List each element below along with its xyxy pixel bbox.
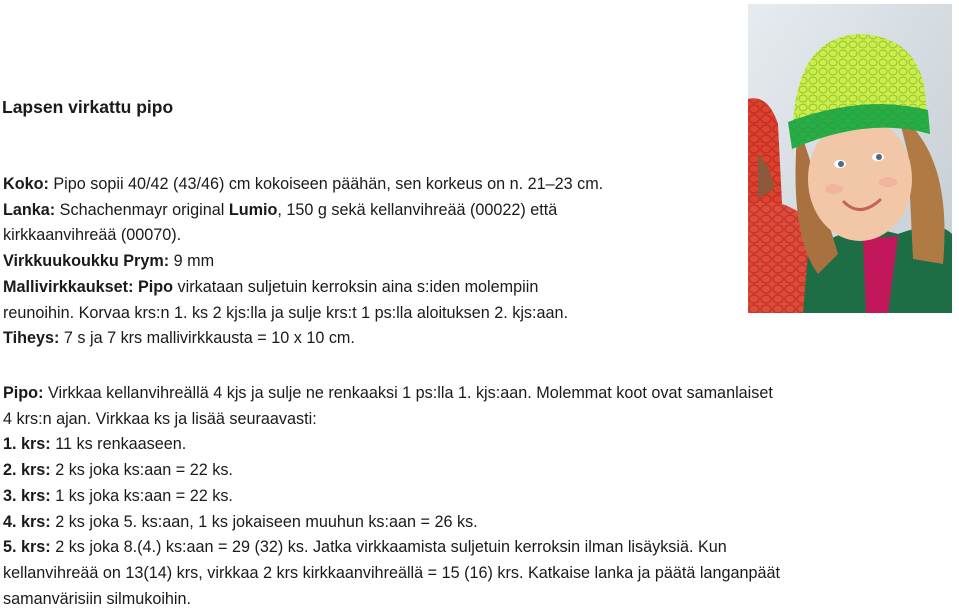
gauge-line (3, 326, 603, 352)
instructions (3, 381, 780, 612)
round-label: 1. krs: (3, 435, 51, 454)
gauge-text: 7 s ja 7 krs mallivirkkausta = 10 x 10 cm. (59, 329, 355, 348)
round-text: 2 ks joka 5. ks:aan, 1 ks jokaiseen muuhun ks:aan = 26 ks. (50, 512, 478, 531)
hat-label: Pipo: (3, 384, 44, 402)
round-label: 3. krs: (3, 486, 51, 505)
yarn-text: Schachenmayr original (55, 200, 229, 219)
round-row (3, 432, 780, 458)
hook-text: 9 mm (169, 252, 215, 271)
round-label: 4. krs: (3, 512, 51, 531)
pattern-details (3, 172, 603, 352)
girl-in-crochet-hat-image (748, 4, 952, 313)
stitch-pattern-line (3, 275, 603, 301)
yarn-line-2: kirkkaanvihreää (00070). (3, 226, 182, 245)
yarn-label: Lanka: (3, 200, 56, 219)
hook-label: Virkkuukoukku Prym: (3, 252, 170, 271)
continue-line: kellanvihreää on 13(14) krs, virkkaa 2 krs kirkkaanvihreällä = 15 (16) krs. Katkaise lanka ja päätä langanpäät (3, 563, 780, 582)
yarn-text-cont: , 150 g sekä kellanvihreää (00022) että (277, 200, 558, 219)
product-photo (748, 4, 952, 313)
stitch-pattern-label: Mallivirkkaukset: Pipo (3, 277, 174, 296)
stitch-pattern-text: virkataan suljetuin kerroksin aina s:iden molempiin (173, 277, 539, 296)
size-text: Pipo sopii 40/42 (43/46) cm kokoiseen päähän, sen korkeus on n. 21–23 cm. (48, 175, 604, 193)
round-text: 1 ks joka ks:aan = 22 ks. (50, 486, 233, 505)
yarn-brand: Lumio (228, 200, 278, 219)
yarn-line (3, 198, 603, 224)
stitch-pattern-line-2: reunoihin. Korvaa krs:n 1. ks 2 kjs:lla ja sulje krs:t 1 ps:lla aloituksen 2. kjs:aan. (3, 303, 569, 322)
hook-line (3, 249, 603, 275)
round-row (3, 510, 780, 536)
hat-text: Virkkaa kellanvihreällä 4 kjs ja sulje ne renkaaksi 1 ps:lla 1. kjs:aan. Molemmat koot ovat samanlaiset (43, 384, 773, 402)
continue-line-2: samanvärisiin silmukoihin. (3, 589, 192, 608)
round-row (3, 458, 780, 484)
round-text: 2 ks joka 8.(4.) ks:aan = 29 (32) ks. Jatka virkkaamista suljetuin kerroksin ilman lisäyksiä. Kun (50, 538, 727, 557)
round-label: 5. krs: (3, 538, 51, 557)
hat-line-2: 4 krs:n ajan. Virkkaa ks ja lisää seuraavasti: (3, 409, 317, 428)
size-line (3, 172, 603, 198)
round-row (3, 484, 780, 510)
page-title: Lapsen virkattu pipo (2, 97, 174, 117)
round-text: 11 ks renkaaseen. (50, 435, 187, 454)
gauge-label: Tiheys: (3, 329, 60, 348)
round-row (3, 535, 780, 561)
round-label: 2. krs: (3, 461, 51, 480)
round-text: 2 ks joka ks:aan = 22 ks. (50, 461, 233, 480)
hat-line (3, 381, 780, 407)
size-label: Koko: (3, 175, 49, 193)
